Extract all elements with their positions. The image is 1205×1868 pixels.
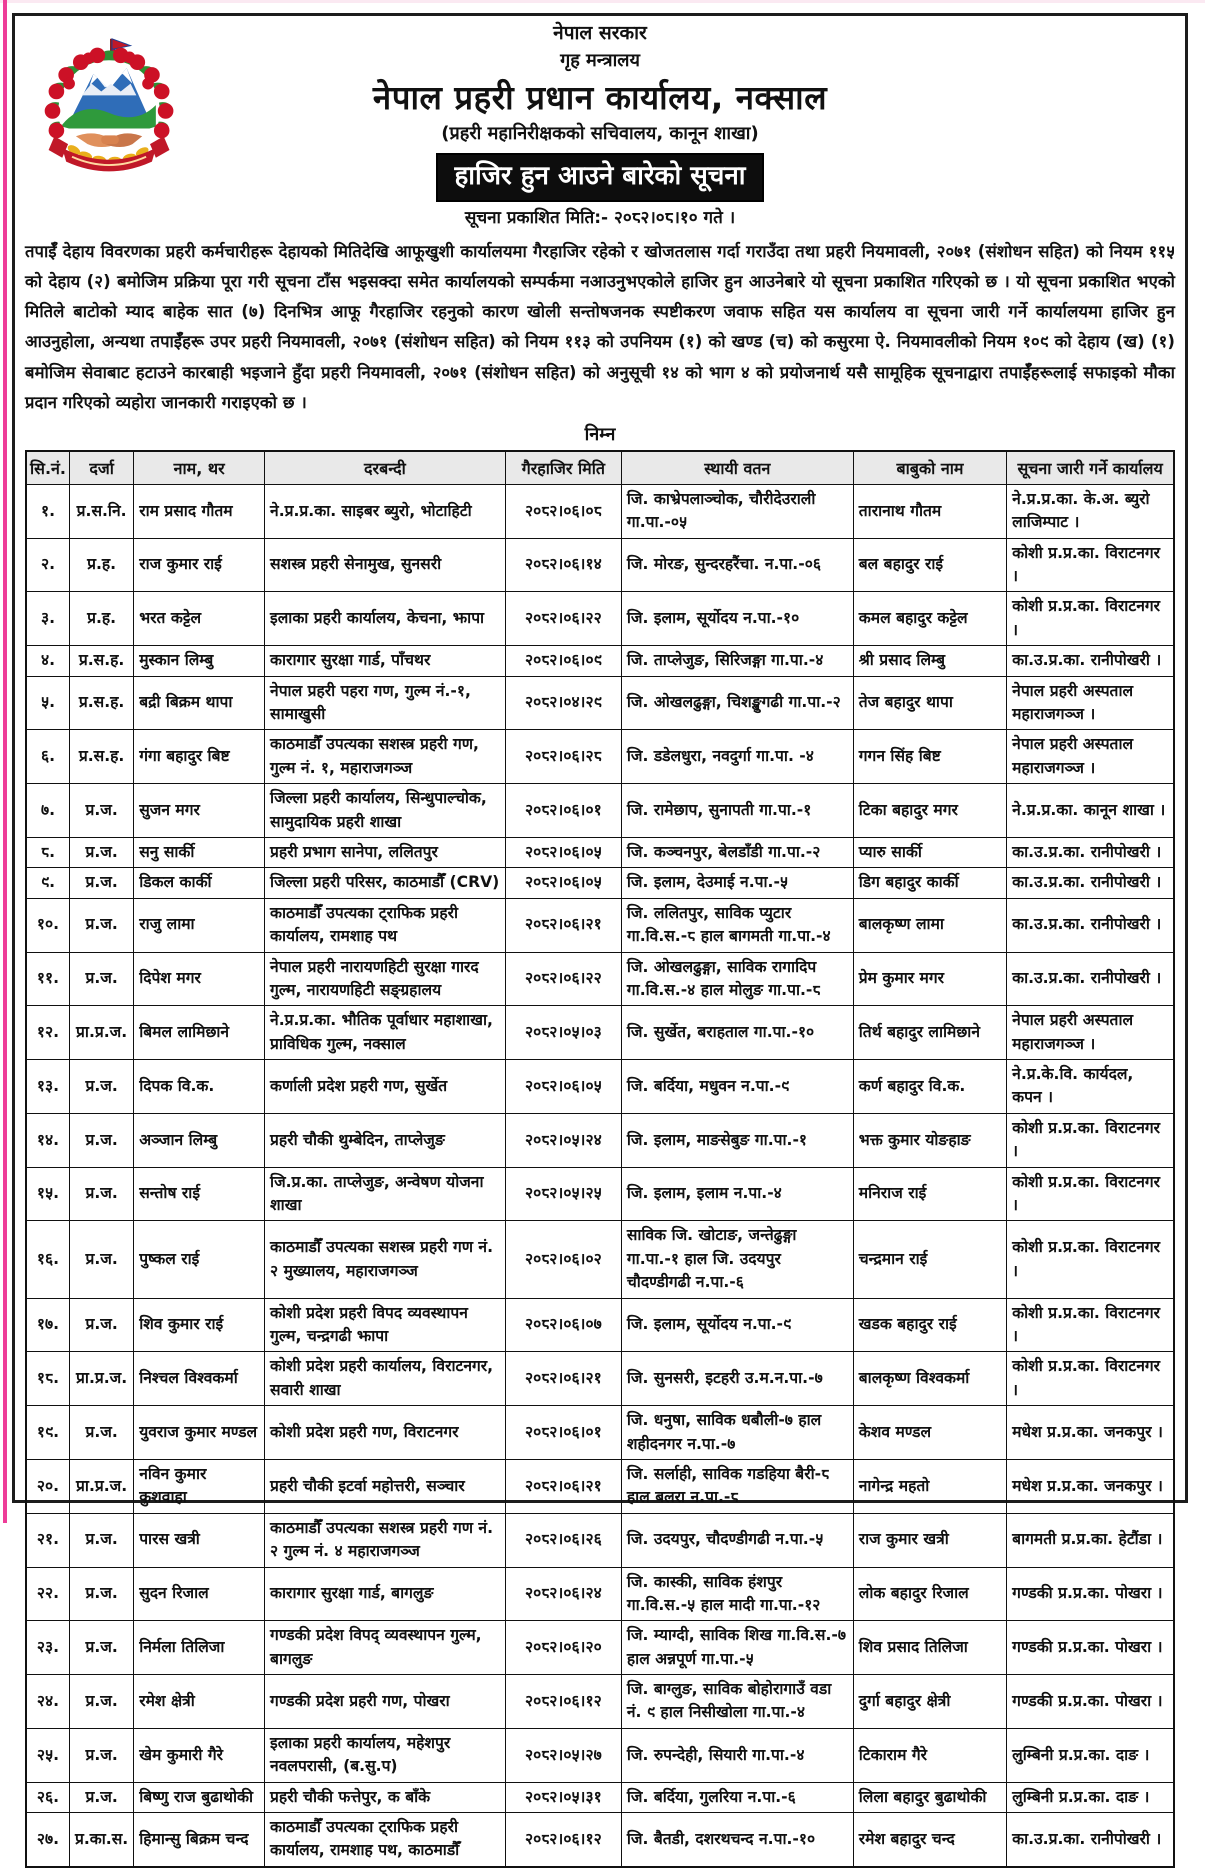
cell-father-name: चन्द्रमान राई [853, 1221, 1006, 1298]
cell-posting: कर्णाली प्रदेश प्रहरी गण, सुर्खेत [265, 1060, 506, 1114]
cell-sn: १९. [26, 1406, 70, 1460]
table-row [26, 1813, 1174, 1867]
cell-name: खेम कुमारी गैरे [134, 1728, 265, 1782]
cell-permanent-address: जि. रुपन्देही, सियारी गा.पा.-४ [621, 1728, 853, 1782]
cell-name: बिमल लामिछाने [134, 1006, 265, 1060]
cell-permanent-address: जि. ताप्लेजुङ, सिरिजङ्गा गा.पा.-४ [621, 646, 853, 676]
table-row [26, 1728, 1174, 1782]
cell-father-name: भक्त कुमार योङहाङ [853, 1113, 1006, 1167]
cell-name: पुष्कल राई [134, 1221, 265, 1298]
cell-permanent-address: जि. इलाम, माङसेबुङ गा.पा.-१ [621, 1113, 853, 1167]
cell-permanent-address: जि. उदयपुर, चौदण्डीगढी न.पा.-५ [621, 1513, 853, 1567]
cell-issuing-office: कोशी प्र.प्र.का. विराटनगर । [1007, 1352, 1174, 1406]
cell-posting: प्रहरी चौकी थुम्बेदिन, ताप्लेजुङ [265, 1113, 506, 1167]
cell-name: गंगा बहादुर बिष्ट [134, 730, 265, 784]
cell-posting: इलाका प्रहरी कार्यालय, केचना, झापा [265, 592, 506, 646]
cell-father-name: बालकृष्ण लामा [853, 898, 1006, 952]
cell-sn: २१. [26, 1513, 70, 1567]
cell-sn: ४. [26, 646, 70, 676]
cell-name: रमेश क्षेत्री [134, 1675, 265, 1729]
cell-name: मुस्कान लिम्बु [134, 646, 265, 676]
cell-father-name: खडक बहादुर राई [853, 1298, 1006, 1352]
cell-permanent-address: जि. रामेछाप, सुनापती गा.पा.-१ [621, 784, 853, 838]
cell-absent-date: २०८२।०६।०५ [505, 837, 621, 867]
cell-absent-date: २०८२।०६।२६ [505, 1513, 621, 1567]
cell-permanent-address: जि. म्याग्दी, साविक शिख गा.वि.स.-७ हाल अन्नपूर्ण गा.पा.-५ [621, 1621, 853, 1675]
cell-issuing-office: गण्डकी प्र.प्र.का. पोखरा । [1007, 1567, 1174, 1621]
table-row [26, 1621, 1174, 1675]
cell-permanent-address: जि. मोरङ, सुन्दरहरैंचा. न.पा.-०६ [621, 538, 853, 592]
cell-issuing-office: का.उ.प्र.का. रानीपोखरी । [1007, 898, 1174, 952]
col-header-posting: दरबन्दी [265, 451, 506, 485]
cell-absent-date: २०८२।०६।०९ [505, 646, 621, 676]
cell-rank: प्र.ज. [70, 1221, 134, 1298]
cell-issuing-office: लुम्बिनी प्र.प्र.का. दाङ । [1007, 1782, 1174, 1812]
cell-posting: काठमाडौँ उपत्यका ट्राफिक प्रहरी कार्यालय, रामशाह पथ, काठमाडौँ [265, 1813, 506, 1867]
cell-absent-date: २०८२।०६।०७ [505, 1298, 621, 1352]
table-body [26, 484, 1174, 1866]
cell-absent-date: २०८२।०४।२९ [505, 676, 621, 730]
cell-issuing-office: मधेश प्र.प्र.का. जनकपुर । [1007, 1406, 1174, 1460]
cell-absent-date: २०८२।०६।२१ [505, 898, 621, 952]
cell-permanent-address: जि. ललितपुर, साविक प्युटार गा.वि.स.-८ हाल बागमती गा.पा.-४ [621, 898, 853, 952]
cell-permanent-address: साविक जि. खोटाङ, जन्तेढुङ्गा गा.पा.-१ हाल जि. उदयपुर चौदण्डीगढी न.पा.-६ [621, 1221, 853, 1298]
cell-rank: प्र.ज. [70, 1513, 134, 1567]
cell-absent-date: २०८२।०६।०१ [505, 784, 621, 838]
cell-permanent-address: जि. धनुषा, साविक धबौली-७ हाल शहीदनगर न.पा.-७ [621, 1406, 853, 1460]
cell-issuing-office: ने.प्र.प्र.का. के.अ. ब्युरो लाजिम्पाट । [1007, 484, 1174, 538]
cell-father-name: कमल बहादुर कट्टेल [853, 592, 1006, 646]
cell-sn: १४. [26, 1113, 70, 1167]
cell-name: शिव कुमार राई [134, 1298, 265, 1352]
cell-issuing-office: कोशी प्र.प्र.का. विराटनगर । [1007, 1221, 1174, 1298]
office-title: नेपाल प्रहरी प्रधान कार्यालय, नक्साल [372, 78, 828, 118]
cell-name: डिकल कार्की [134, 868, 265, 898]
cell-absent-date: २०८२।०६।१२ [505, 1675, 621, 1729]
cell-name: हिमान्सु बिक्रम चन्द [134, 1813, 265, 1867]
cell-rank: प्र.स.ह. [70, 730, 134, 784]
cell-absent-date: २०८२।०५।२४ [505, 1113, 621, 1167]
notice-paragraph: तपाईँ देहाय विवरणका प्रहरी कर्मचारीहरू देहायको मितिदेखि आफूखुशी कार्यालयमा गैरहाजिर रहेको र खोजतलास गर्दा गराउँदा तथा प्रहरी नियमावली, २०७१ (संशोधन सहित) को नियम ११५ को देहाय (२) बमोजिम प्रक्रिया पूरा गरी सूचना टाँस भइसक्दा समेत कार्यालयको सम्पर्कमा नआउनुभएकोले हाजिर हुन आउनेबारे यो सूचना प्रकाशित गरिएको छ । यो सूचना प्रकाशित भएको मितिले बाटोको म्याद बाहेक सात (७) दिनभित्र आफू गैरहाजिर रहनुको कारण खोली सन्तोषजनक स्पष्टीकरण जवाफ सहित यस कार्यालय वा सूचना जारी गर्ने कार्यालयमा हाजिर हुन आउनुहोला, अन्यथा तपाईँहरू उपर प्रहरी नियमावली, २०७१ (संशोधन सहित) को नियम ११३ को उपनियम (१) को खण्ड (च) को कसुरमा ऐ. नियमावलीको नियम १०९ को देहाय (ख) (१) बमोजिम सेवाबाट हटाउने कारबाही भइजाने हुँदा प्रहरी नियमावली, २०७१ (संशोधन सहित) को अनुसूची १४ को भाग ४ को प्रयोजनार्थ यसै सामूहिक सूचनाद्वारा तपाईँहरूलाई सफाइको मौका प्रदान गरिएको व्यहोरा जानकारी गराइएको छ । [25, 241, 1175, 412]
cell-sn: ६. [26, 730, 70, 784]
table-row [26, 538, 1174, 592]
table-header-row [26, 451, 1174, 485]
cell-absent-date: २०८२।०६।२२ [505, 952, 621, 1006]
cell-absent-date: २०८२।०६।०५ [505, 868, 621, 898]
cell-sn: २२. [26, 1567, 70, 1621]
gov-title: नेपाल सरकार [553, 22, 647, 44]
cell-permanent-address: जि. सर्लाही, साविक गडहिया बैरी-८ हाल बलरा न.पा.-८ [621, 1459, 853, 1513]
absentee-table [25, 450, 1175, 1868]
cell-sn: १०. [26, 898, 70, 952]
table-row [26, 1406, 1174, 1460]
cell-rank: प्र.ज. [70, 784, 134, 838]
cell-sn: २०. [26, 1459, 70, 1513]
ministry-title: गृह मन्त्रालय [560, 49, 640, 71]
cell-posting: प्रहरी प्रभाग सानेपा, ललितपुर [265, 837, 506, 867]
cell-father-name: दुर्गा बहादुर क्षेत्री [853, 1675, 1006, 1729]
cell-issuing-office: बागमती प्र.प्र.का. हेटौंडा । [1007, 1513, 1174, 1567]
cell-rank: प्र.ज. [70, 1060, 134, 1114]
cell-posting: काठमाडौँ उपत्यका सशस्त्र प्रहरी गण नं. २ मुख्यालय, महाराजगञ्ज [265, 1221, 506, 1298]
table-row [26, 1782, 1174, 1812]
table-row [26, 1352, 1174, 1406]
cell-permanent-address: जि. बाग्लुङ, साविक बोहोरागाउँ वडा नं. ९ हाल निसीखोला गा.पा.-४ [621, 1675, 853, 1729]
cell-absent-date: २०८२।०६।२८ [505, 730, 621, 784]
cell-name: अञ्जान लिम्बु [134, 1113, 265, 1167]
table-row [26, 676, 1174, 730]
cell-permanent-address: जि. काभ्रेपलाञ्चोक, चौरीदेउराली गा.पा.-०५ [621, 484, 853, 538]
cell-rank: प्रा.प्र.ज. [70, 1006, 134, 1060]
cell-issuing-office: गण्डकी प्र.प्र.का. पोखरा । [1007, 1675, 1174, 1729]
cell-sn: २६. [26, 1782, 70, 1812]
cell-posting: सशस्त्र प्रहरी सेनामुख, सुनसरी [265, 538, 506, 592]
cell-posting: ने.प्र.प्र.का. भौतिक पूर्वाधार महाशाखा, प्राविधिक गुल्म, नक्साल [265, 1006, 506, 1060]
table-row [26, 1567, 1174, 1621]
table-row [26, 1060, 1174, 1114]
table-row [26, 1221, 1174, 1298]
cell-posting: काठमाडौँ उपत्यका ट्राफिक प्रहरी कार्यालय, रामशाह पथ [265, 898, 506, 952]
cell-sn: १५. [26, 1167, 70, 1221]
cell-rank: प्र.ज. [70, 898, 134, 952]
cell-father-name: मनिराज राई [853, 1167, 1006, 1221]
cell-name: युवराज कुमार मण्डल [134, 1406, 265, 1460]
cell-father-name: तारानाथ गौतम [853, 484, 1006, 538]
cell-posting: नेपाल प्रहरी पहरा गण, गुल्म नं.-१, सामाखुसी [265, 676, 506, 730]
cell-permanent-address: जि. कञ्चनपुर, बेलडाँडी गा.पा.-२ [621, 837, 853, 867]
cell-permanent-address: जि. सुनसरी, इटहरी उ.म.न.पा.-७ [621, 1352, 853, 1406]
nepal-government-emblem-icon [33, 34, 189, 184]
notice-title: हाजिर हुन आउने बारेको सूचना [436, 153, 763, 202]
cell-issuing-office: नेपाल प्रहरी अस्पताल महाराजगञ्ज । [1007, 676, 1174, 730]
cell-issuing-office: का.उ.प्र.का. रानीपोखरी । [1007, 837, 1174, 867]
cell-issuing-office: ने.प्र.प्र.का. कानून शाखा । [1007, 784, 1174, 838]
cell-rank: प्र.ज. [70, 1113, 134, 1167]
table-row [26, 1113, 1174, 1167]
cell-name: निर्मला तिलिजा [134, 1621, 265, 1675]
cell-rank: प्र.ज. [70, 1567, 134, 1621]
cell-posting: प्रहरी चौकी इटर्वा महोत्तरी, सञ्चार [265, 1459, 506, 1513]
cell-sn: १८. [26, 1352, 70, 1406]
table-row [26, 898, 1174, 952]
table-row [26, 1006, 1174, 1060]
cell-father-name: केशव मण्डल [853, 1406, 1006, 1460]
cell-sn: ५. [26, 676, 70, 730]
cell-posting: जि.प्र.का. ताप्लेजुङ, अन्वेषण योजना शाखा [265, 1167, 506, 1221]
cell-issuing-office: कोशी प्र.प्र.का. विराटनगर । [1007, 1113, 1174, 1167]
table-row [26, 1675, 1174, 1729]
cell-issuing-office: कोशी प्र.प्र.का. विराटनगर । [1007, 592, 1174, 646]
table-row [26, 868, 1174, 898]
cell-absent-date: २०८२।०६।२२ [505, 592, 621, 646]
cell-absent-date: २०८२।०५।०३ [505, 1006, 621, 1060]
cell-sn: २३. [26, 1621, 70, 1675]
cell-issuing-office: कोशी प्र.प्र.का. विराटनगर । [1007, 1298, 1174, 1352]
document-header [25, 22, 1175, 229]
cell-name: दिपेश मगर [134, 952, 265, 1006]
cell-posting: ने.प्र.प्र.का. साइबर ब्युरो, भोटाहिटी [265, 484, 506, 538]
cell-sn: १. [26, 484, 70, 538]
cell-issuing-office: लुम्बिनी प्र.प्र.का. दाङ । [1007, 1728, 1174, 1782]
cell-absent-date: २०८२।०६।०५ [505, 1060, 621, 1114]
cell-name: राजु लामा [134, 898, 265, 952]
cell-rank: प्र.का.स. [70, 1813, 134, 1867]
cell-permanent-address: जि. कास्की, साविक हंशपुर गा.वि.स.-५ हाल मादी गा.पा.-१२ [621, 1567, 853, 1621]
cell-father-name: गगन सिंह बिष्ट [853, 730, 1006, 784]
cell-father-name: लोक बहादुर रिजाल [853, 1567, 1006, 1621]
cell-name: सन्तोष राई [134, 1167, 265, 1221]
cell-sn: १६. [26, 1221, 70, 1298]
cell-issuing-office: नेपाल प्रहरी अस्पताल महाराजगञ्ज । [1007, 1006, 1174, 1060]
cell-absent-date: २०८२।०५।२७ [505, 1728, 621, 1782]
cell-rank: प्र.ज. [70, 868, 134, 898]
cell-name: सनु सार्की [134, 837, 265, 867]
cell-name: बिष्णु राज बुढाथोकी [134, 1782, 265, 1812]
table-row [26, 952, 1174, 1006]
cell-name: सुदन रिजाल [134, 1567, 265, 1621]
cell-issuing-office: गण्डकी प्र.प्र.का. पोखरा । [1007, 1621, 1174, 1675]
cell-rank: प्र.ज. [70, 1621, 134, 1675]
cell-permanent-address: जि. डडेलधुरा, नवदुर्गा गा.पा. -४ [621, 730, 853, 784]
cell-absent-date: २०८२।०६।१२ [505, 1813, 621, 1867]
cell-sn: १७. [26, 1298, 70, 1352]
cell-name: पारस खत्री [134, 1513, 265, 1567]
cell-permanent-address: जि. ओखलढुङ्गा, चिशङ्खुगढी गा.पा.-२ [621, 676, 853, 730]
cell-permanent-address: जि. इलाम, सूर्योदय न.पा.-९ [621, 1298, 853, 1352]
cell-posting: जिल्ला प्रहरी कार्यालय, सिन्धुपाल्चोक, सामुदायिक प्रहरी शाखा [265, 784, 506, 838]
cell-father-name: राज कुमार खत्री [853, 1513, 1006, 1567]
cell-rank: प्र.ह. [70, 592, 134, 646]
cell-posting: कोशी प्रदेश प्रहरी कार्यालय, विराटनगर, सवारी शाखा [265, 1352, 506, 1406]
cell-permanent-address: जि. इलाम, देउमाई न.पा.-५ [621, 868, 853, 898]
cell-absent-date: २०८२।०५।२५ [505, 1167, 621, 1221]
cell-issuing-office: कोशी प्र.प्र.का. विराटनगर । [1007, 538, 1174, 592]
cell-rank: प्र.ज. [70, 837, 134, 867]
table-row [26, 484, 1174, 538]
cell-rank: प्र.ज. [70, 1675, 134, 1729]
cell-absent-date: २०८२।०६।०१ [505, 1406, 621, 1460]
cell-permanent-address: जि. इलाम, सूर्योदय न.पा.-१० [621, 592, 853, 646]
cell-absent-date: २०८२।०६।२४ [505, 1567, 621, 1621]
cell-absent-date: २०८२।०६।२१ [505, 1459, 621, 1513]
cell-sn: ३. [26, 592, 70, 646]
table-row [26, 1167, 1174, 1221]
cell-father-name: श्री प्रसाद लिम्बु [853, 646, 1006, 676]
table-row [26, 837, 1174, 867]
cell-permanent-address: जि. बर्दिया, गुलरिया न.पा.-६ [621, 1782, 853, 1812]
cell-rank: प्र.ज. [70, 1298, 134, 1352]
col-header-permanent-address: स्थायी वतन [621, 451, 853, 485]
cell-absent-date: २०८२।०६।०८ [505, 484, 621, 538]
cell-absent-date: २०८२।०६।२१ [505, 1352, 621, 1406]
cell-issuing-office: का.उ.प्र.का. रानीपोखरी । [1007, 1813, 1174, 1867]
cell-posting: कारागार सुरक्षा गार्ड, पाँचथर [265, 646, 506, 676]
cell-sn: १२. [26, 1006, 70, 1060]
cell-absent-date: २०८२।०६।१४ [505, 538, 621, 592]
col-header-sn: सि.नं. [26, 451, 70, 485]
cell-father-name: प्यारु सार्की [853, 837, 1006, 867]
col-header-issuing-office: सूचना जारी गर्ने कार्यालय [1007, 451, 1174, 485]
table-row [26, 1298, 1174, 1352]
cell-posting: नेपाल प्रहरी नारायणहिटी सुरक्षा गारद गुल्म, नारायणहिटी सङ्ग्रहालय [265, 952, 506, 1006]
cell-name: बद्री बिक्रम थापा [134, 676, 265, 730]
col-header-name: नाम, थर [134, 451, 265, 485]
cell-sn: १३. [26, 1060, 70, 1114]
cell-permanent-address: जि. सुर्खेत, बराहताल गा.पा.-१० [621, 1006, 853, 1060]
cell-issuing-office: का.उ.प्र.का. रानीपोखरी । [1007, 646, 1174, 676]
cell-permanent-address: जि. ओखलढुङ्गा, साविक रागादिप गा.वि.स.-४ हाल मोलुङ गा.पा.-८ [621, 952, 853, 1006]
published-date-line: सूचना प्रकाशित मिति:- २०८२।०८।१० गते । [464, 207, 736, 228]
cell-posting: काठमाडौँ उपत्यका सशस्त्र प्रहरी गण नं. २ गुल्म नं. ४ महाराजगञ्ज [265, 1513, 506, 1567]
cell-sn: ७. [26, 784, 70, 838]
cell-father-name: नागेन्द्र महतो [853, 1459, 1006, 1513]
cell-father-name: टिकाराम गैरे [853, 1728, 1006, 1782]
cell-posting: इलाका प्रहरी कार्यालय, महेशपुर नवलपरासी, (ब.सु.प) [265, 1728, 506, 1782]
cell-father-name: टिका बहादुर मगर [853, 784, 1006, 838]
cell-rank: प्र.स.ह. [70, 646, 134, 676]
col-header-father-name: बाबुको नाम [853, 451, 1006, 485]
cell-father-name: बालकृष्ण विश्वकर्मा [853, 1352, 1006, 1406]
cell-posting: कोशी प्रदेश प्रहरी विपद व्यवस्थापन गुल्म, चन्द्रगढी झापा [265, 1298, 506, 1352]
cell-issuing-office: नेपाल प्रहरी अस्पताल महाराजगञ्ज । [1007, 730, 1174, 784]
table-intro-label: निम्न [584, 423, 616, 445]
cell-sn: २. [26, 538, 70, 592]
cell-father-name: तिर्थ बहादुर लामिछाने [853, 1006, 1006, 1060]
cell-posting: काठमाडौँ उपत्यका सशस्त्र प्रहरी गण, गुल्म नं. १, महाराजगञ्ज [265, 730, 506, 784]
cell-name: राम प्रसाद गौतम [134, 484, 265, 538]
cell-issuing-office: मधेश प्र.प्र.का. जनकपुर । [1007, 1459, 1174, 1513]
cell-name: निश्चल विश्वकर्मा [134, 1352, 265, 1406]
col-header-rank: दर्जा [70, 451, 134, 485]
cell-rank: प्र.ज. [70, 1406, 134, 1460]
cell-father-name: रमेश बहादुर चन्द [853, 1813, 1006, 1867]
table-row [26, 730, 1174, 784]
cell-rank: प्र.स.नि. [70, 484, 134, 538]
cell-absent-date: २०८२।०५।३१ [505, 1782, 621, 1812]
cell-father-name: प्रेम कुमार मगर [853, 952, 1006, 1006]
table-row [26, 1513, 1174, 1567]
cell-posting: प्रहरी चौकी फत्तेपुर, क बाँके [265, 1782, 506, 1812]
table-row [26, 592, 1174, 646]
document-frame [12, 13, 1188, 1860]
scan-artifact-top [0, 0, 1205, 3]
cell-father-name: डिग बहादुर कार्की [853, 868, 1006, 898]
cell-name: राज कुमार राई [134, 538, 265, 592]
col-header-absent-date: गैरहाजिर मिति [505, 451, 621, 485]
cell-father-name: बल बहादुर राई [853, 538, 1006, 592]
scan-artifact-left-line [3, 0, 7, 1523]
cell-father-name: लिला बहादुर बुढाथोकी [853, 1782, 1006, 1812]
cell-permanent-address: जि. बर्दिया, मधुवन न.पा.-९ [621, 1060, 853, 1114]
cell-father-name: शिव प्रसाद तिलिजा [853, 1621, 1006, 1675]
office-subtitle: (प्रहरी महानिरीक्षकको सचिवालय, कानून शाखा) [441, 122, 759, 144]
cell-rank: प्रा.प्र.ज. [70, 1459, 134, 1513]
cell-sn: ८. [26, 837, 70, 867]
cell-sn: ९. [26, 868, 70, 898]
cell-sn: ११. [26, 952, 70, 1006]
cell-absent-date: २०८२।०६।२० [505, 1621, 621, 1675]
cell-posting: जिल्ला प्रहरी परिसर, काठमाडौँ (CRV) [265, 868, 506, 898]
cell-rank: प्र.ज. [70, 1728, 134, 1782]
cell-permanent-address: जि. इलाम, इलाम न.पा.-४ [621, 1167, 853, 1221]
table-row [26, 646, 1174, 676]
cell-sn: २५. [26, 1728, 70, 1782]
cell-rank: प्र.ज. [70, 1167, 134, 1221]
cell-issuing-office: ने.प्र.के.वि. कार्यदल, कपन । [1007, 1060, 1174, 1114]
cell-rank: प्र.ज. [70, 952, 134, 1006]
cell-issuing-office: कोशी प्र.प्र.का. विराटनगर । [1007, 1167, 1174, 1221]
cell-absent-date: २०८२।०६।०२ [505, 1221, 621, 1298]
cell-issuing-office: का.उ.प्र.का. रानीपोखरी । [1007, 868, 1174, 898]
cell-issuing-office: का.उ.प्र.का. रानीपोखरी । [1007, 952, 1174, 1006]
cell-name: नविन कुमार कुशवाहा [134, 1459, 265, 1513]
cell-permanent-address: जि. बैतडी, दशरथचन्द न.पा.-१० [621, 1813, 853, 1867]
cell-sn: २४. [26, 1675, 70, 1729]
table-row [26, 1459, 1174, 1513]
cell-rank: प्र.स.ह. [70, 676, 134, 730]
cell-father-name: तेज बहादुर थापा [853, 676, 1006, 730]
cell-posting: गण्डकी प्रदेश प्रहरी गण, पोखरा [265, 1675, 506, 1729]
cell-posting: गण्डकी प्रदेश विपद् व्यवस्थापन गुल्म, बागलुङ [265, 1621, 506, 1675]
cell-name: सुजन मगर [134, 784, 265, 838]
cell-sn: २७. [26, 1813, 70, 1867]
cell-rank: प्र.ह. [70, 538, 134, 592]
cell-name: दिपक वि.क. [134, 1060, 265, 1114]
cell-father-name: कर्ण बहादुर वि.क. [853, 1060, 1006, 1114]
cell-rank: प्रा.प्र.ज. [70, 1352, 134, 1406]
cell-rank: प्र.ज. [70, 1782, 134, 1812]
cell-name: भरत कट्टेल [134, 592, 265, 646]
cell-posting: कारागार सुरक्षा गार्ड, बागलुङ [265, 1567, 506, 1621]
cell-posting: कोशी प्रदेश प्रहरी गण, विराटनगर [265, 1406, 506, 1460]
table-row [26, 784, 1174, 838]
